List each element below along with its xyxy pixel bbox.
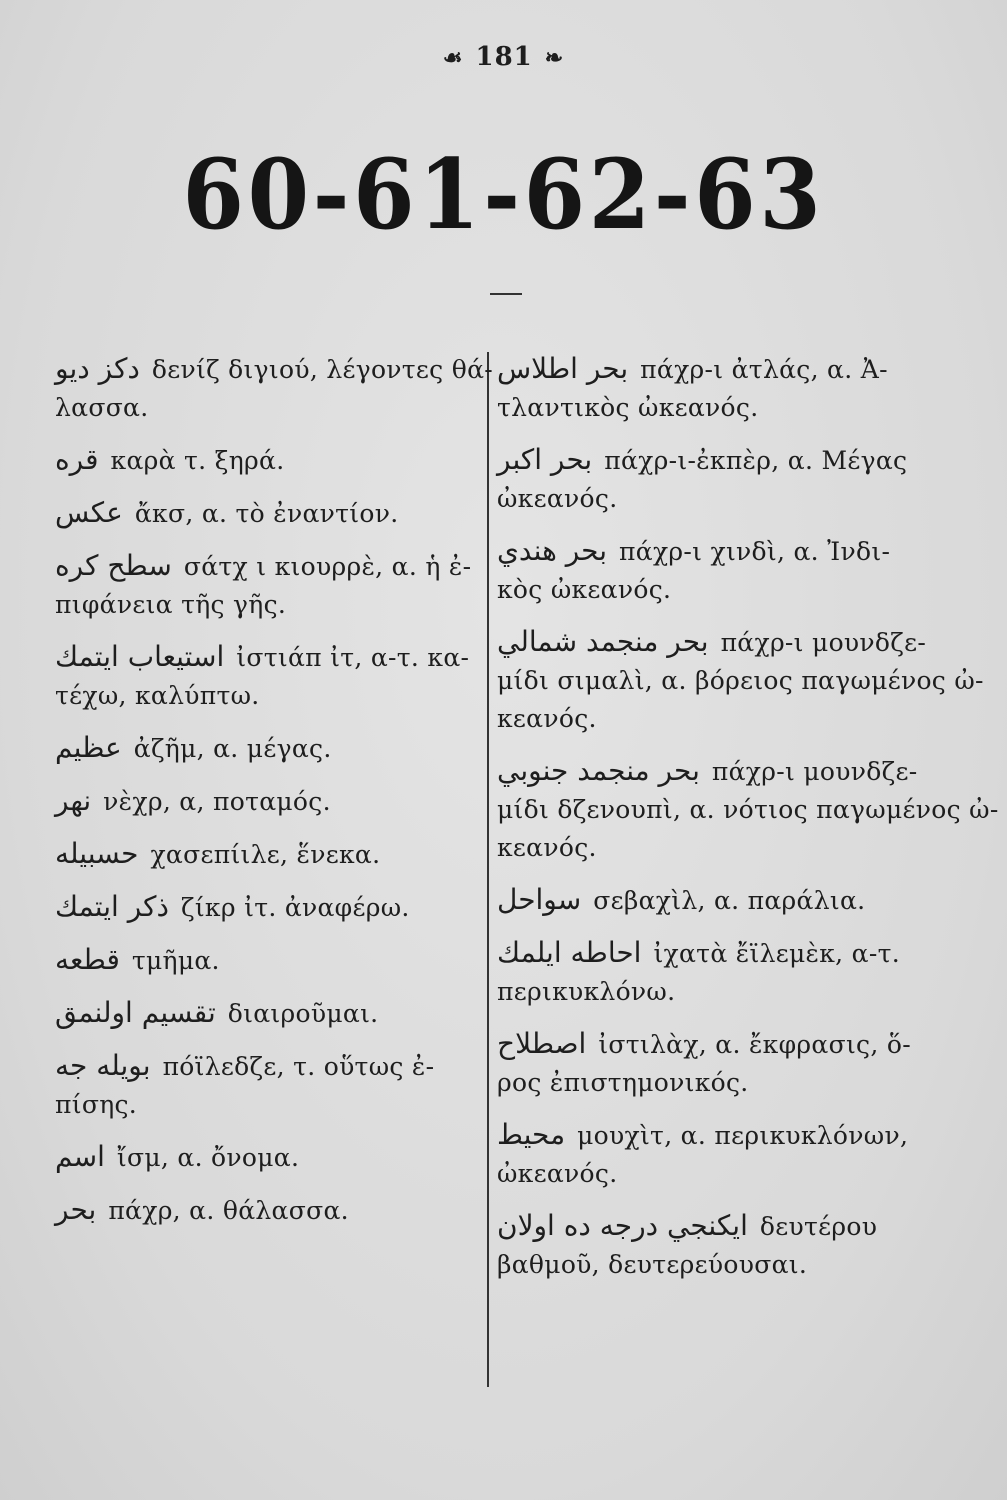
- greek-gloss: σάτχ ι κιουρρὲ, α. ἡ ἐ-: [183, 552, 472, 581]
- arabic-term: ذكر ايتمك: [55, 890, 169, 923]
- greek-gloss-cont: ρος ἐπιστημονικός.: [497, 1068, 749, 1097]
- vocab-entry: [55, 494, 480, 533]
- vocab-entry: [55, 729, 480, 768]
- greek-gloss: δενίζ διγιού, λέγοντες θά-: [151, 355, 494, 384]
- greek-gloss-cont: τέχω, καλύπτω.: [55, 681, 260, 710]
- arabic-term: قطعه: [55, 943, 120, 976]
- greek-gloss-cont: τλαντικὸς ὠκεανός.: [497, 393, 759, 422]
- greek-gloss: πάχρ-ι μουνδζε-: [711, 757, 918, 786]
- arabic-term: بحر: [55, 1193, 97, 1226]
- page-header: [0, 42, 1007, 72]
- vocab-entry: [55, 1047, 480, 1124]
- greek-gloss: πάχρ-ι χινδὶ, α. Ἰνδι-: [619, 537, 891, 566]
- greek-gloss: πάχρ-ι-ἐκπὲρ, α. Μέγας: [604, 446, 908, 475]
- right-column: [497, 350, 999, 1298]
- vocab-entry: [497, 1207, 952, 1284]
- vocab-entry: [497, 934, 952, 1011]
- vocab-entry: [55, 547, 480, 624]
- greek-gloss: νὲχρ, α, ποταμός.: [103, 787, 331, 816]
- arabic-term: ايكنجي درجه ده اولان: [497, 1209, 748, 1242]
- greek-gloss: ζίκρ ἰτ. ἀναφέρω.: [180, 893, 410, 922]
- vocab-entry: [55, 782, 480, 821]
- greek-gloss: πάχρ, α. θάλασσα.: [108, 1196, 349, 1225]
- greek-gloss: πόϊλεδζε, τ. οὕτως ἐ-: [162, 1052, 435, 1081]
- greek-gloss-cont: ὠκεανός.: [497, 1159, 618, 1188]
- greek-gloss-cont: μίδι σιμαλὶ, α. βόρειος παγωμένος ὠ-: [497, 666, 984, 695]
- vocab-entry: [55, 941, 480, 980]
- vocab-entry: [55, 835, 480, 874]
- left-column: [55, 350, 494, 1244]
- arabic-term: بويله جه: [55, 1049, 151, 1082]
- vocab-entry: [497, 532, 952, 609]
- vocab-entry: [497, 441, 952, 518]
- greek-gloss: μουχὶτ, α. περικυκλόνων,: [577, 1121, 909, 1150]
- vocab-entry: [55, 441, 480, 480]
- greek-gloss: καρὰ τ. ξηρά.: [110, 446, 285, 475]
- greek-gloss-cont: μίδι δζενουπὶ, α. νότιος παγωμένος ὠ-: [497, 795, 999, 824]
- arabic-term: احاطه ايلمك: [497, 936, 642, 969]
- arabic-term: بحر هندي: [497, 534, 608, 567]
- vocab-entry: [55, 994, 480, 1033]
- arabic-term: حسبيله: [55, 837, 139, 870]
- vocab-entry: [55, 638, 480, 715]
- vocab-entry: [497, 623, 984, 738]
- arabic-term: محيط: [497, 1118, 566, 1151]
- greek-gloss-cont: κεανός.: [497, 704, 597, 733]
- arabic-term: سطح كره: [55, 549, 172, 582]
- arabic-term: اصطلاح: [497, 1027, 587, 1060]
- vocab-entry: [497, 1025, 952, 1102]
- greek-gloss-cont: βαθμοῦ, δευτερεύουσαι.: [497, 1250, 808, 1279]
- greek-gloss-cont: κὸς ὠκεανός.: [497, 575, 672, 604]
- greek-gloss: πάχρ-ι μουνδζε-: [720, 628, 927, 657]
- right-ornament-icon: ❧: [544, 45, 565, 71]
- left-ornament-icon: ☙: [442, 45, 464, 71]
- heading-rule: [490, 293, 522, 295]
- greek-gloss-cont: πιφάνεια τῆς γῆς.: [55, 590, 287, 619]
- vocab-entry: [497, 1116, 952, 1193]
- greek-gloss: ἄκσ, α. τὸ ἐναντίον.: [134, 499, 399, 528]
- arabic-term: عظيم: [55, 731, 122, 764]
- arabic-term: عكس: [55, 496, 123, 529]
- lesson-heading: 60-61-62-63: [182, 138, 825, 251]
- page-number: 181: [475, 42, 533, 72]
- vocab-entry: [55, 888, 480, 927]
- greek-gloss: σεβαχὶλ, α. παράλια.: [593, 886, 866, 915]
- greek-gloss-cont: λασσα.: [55, 393, 149, 422]
- greek-gloss-cont: ὠκεανός.: [497, 484, 618, 513]
- arabic-term: سواحل: [497, 883, 582, 916]
- greek-gloss: ἴσμ, α. ὄνομα.: [116, 1143, 300, 1172]
- vocab-entry: [55, 1191, 480, 1230]
- greek-gloss: ἀζῆμ, α. μέγας.: [133, 734, 332, 763]
- arabic-term: بحر اطلاس: [497, 352, 629, 385]
- vocab-entry: [497, 350, 952, 427]
- arabic-term: قره: [55, 443, 99, 476]
- arabic-term: بحر اكبر: [497, 443, 593, 476]
- vocab-entry: [497, 752, 999, 867]
- greek-gloss-cont: περικυκλόνω.: [497, 977, 676, 1006]
- greek-gloss-cont: πίσης.: [55, 1090, 138, 1119]
- vocab-entry: [55, 1138, 480, 1177]
- arabic-term: دكز ديو: [55, 352, 140, 385]
- vocab-entry: [55, 350, 494, 427]
- greek-gloss: τμῆμα.: [131, 946, 220, 975]
- column-divider: [487, 352, 489, 1387]
- arabic-term: استيعاب ايتمك: [55, 640, 225, 673]
- arabic-term: تقسيم اولنمق: [55, 996, 216, 1029]
- greek-gloss: ἰστιάπ ἰτ, α-τ. κα-: [236, 643, 470, 672]
- greek-gloss: χασεπίιλε, ἕνεκα.: [150, 840, 381, 869]
- greek-gloss: πάχρ-ι ἀτλάς, α. Ἀ-: [640, 355, 888, 384]
- arabic-term: بحر منجمد جنوبي: [497, 754, 700, 787]
- greek-gloss: δευτέρου: [759, 1212, 878, 1241]
- vocab-entry: [497, 881, 952, 920]
- arabic-term: اسم: [55, 1140, 105, 1173]
- greek-gloss: διαιροῦμαι.: [227, 999, 379, 1028]
- greek-gloss-cont: κεανός.: [497, 833, 597, 862]
- greek-gloss: ἰστιλὰχ, α. ἔκφρασις, ὅ-: [598, 1030, 911, 1059]
- greek-gloss: ἰχατὰ ἔϊλεμὲκ, α-τ.: [653, 939, 900, 968]
- arabic-term: نهر: [55, 784, 92, 817]
- arabic-term: بحر منجمد شمالي: [497, 625, 709, 658]
